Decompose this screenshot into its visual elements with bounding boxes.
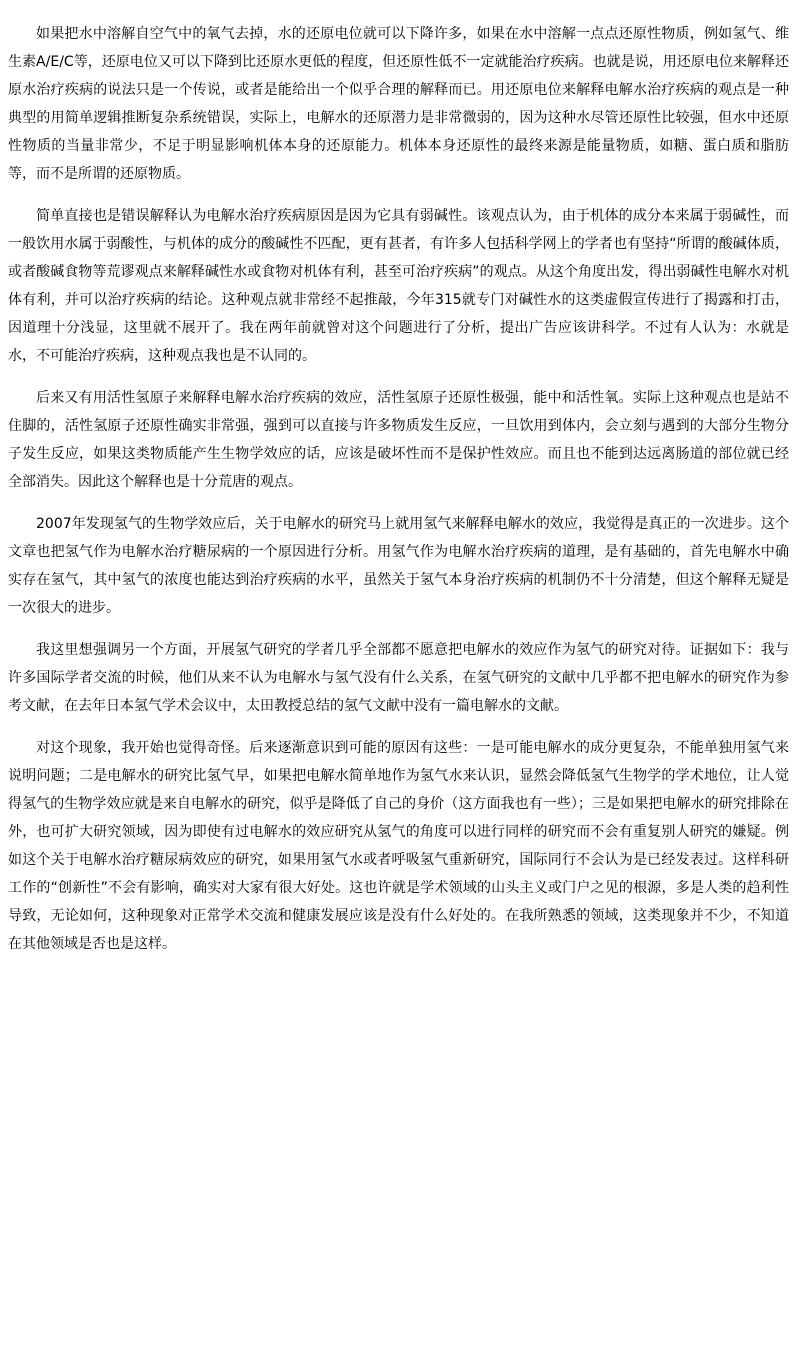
paragraph-2: 简单直接也是错误解释认为电解水治疗疾病原因是因为它具有弱碱性。该观点认为，由于机体的成分本来属于弱碱性，而一般饮用水属于弱酸性，与机体的成分的酸碱性不匹配，更有甚者，有许多人包括科学网上的学者也有坚持“所谓的酸碱体质，或者酸碱食物等荒谬观点来解释碱性水或食物对机体有利，甚至可治疗疾病”的观点。从这个角度出发，得出弱碱性电解水对机体有利，并可以治疗疾病的结论。这种观点就非常经不起推敲，今年315就专门对碱性水的这类虚假宣传进行了揭露和打击，因道理十分浅显，这里就不展开了。我在两年前就曾对这个问题进行了分析，提出广告应该讲科学。不过有人认为：水就是水，不可能治疗疾病，这种观点我也是不认同的。 bbox=[8, 208, 789, 364]
paragraph-1: 如果把水中溶解自空气中的氧气去掉，水的还原电位就可以下降许多，如果在水中溶解一点点还原性物质，例如氢气、维生素A/E/C等，还原电位又可以下降到比还原水更低的程度，但还原性低不一定就能治疗疾病。也就是说，用还原电位来解释还原水治疗疾病的说法只是一个传说，或者是能给出一个似乎合理的解释而已。用还原电位来解释电解水治疗疾病的观点是一种典型的用简单逻辑推断复杂系统错误，实际上，电解水的还原潜力是非常微弱的，因为这种水尽管还原性比较强，但水中还原性物质的当量非常少，不足于明显影响机体本身的还原能力。机体本身还原性的最终来源是能量物质，如糖、蛋白质和脂肪等，而不是所谓的还原物质。 bbox=[8, 26, 789, 182]
paragraph-5: 我这里想强调另一个方面，开展氢气研究的学者几乎全部都不愿意把电解水的效应作为氢气的研究对待。证据如下：我与许多国际学者交流的时候，他们从来不认为电解水与氢气没有什么关系，在氢气研究的文献中几乎都不把电解水的研究作为参考文献，在去年日本氢气学术会议中，太田教授总结的氢气文献中没有一篇电解水的文献。 bbox=[8, 642, 789, 714]
paragraph-6: 对这个现象，我开始也觉得奇怪。后来逐渐意识到可能的原因有这些：一是可能电解水的成分更复杂，不能单独用氢气来说明问题；二是电解水的研究比氢气早，如果把电解水简单地作为氢气水来认识，显然会降低氢气生物学的学术地位，让人觉得氢气的生物学效应就是来自电解水的研究，似乎是降低了自己的身价（这方面我也有一些）；三是如果把电解水的研究排除在外，也可扩大研究领域，因为即使有过电解水的效应研究从氢气的角度可以进行同样的研究而不会有重复别人研究的嫌疑。例如这个关于电解水治疗糖尿病效应的研究，如果用氢气水或者呼吸氢气重新研究，国际同行不会认为是已经发表过。这样科研工作的“创新性”不会有影响，确实对大家有很大好处。这也许就是学术领域的山头主义或门户之见的根源，多是人类的趋利性导致，无论如何，这种现象对正常学术交流和健康发展应该是没有什么好处的。在我所熟悉的领域，这类现象并不少，不知道在其他领域是否也是这样。 bbox=[8, 740, 789, 952]
paragraph-3: 后来又有用活性氢原子来解释电解水治疗疾病的效应，活性氢原子还原性极强，能中和活性氧。实际上这种观点也是站不住脚的，活性氢原子还原性确实非常强，强到可以直接与许多物质发生反应，一旦饮用到体内，会立刻与遇到的大部分生物分子发生反应，如果这类物质能产生生物学效应的话，应该是破坏性而不是保护性效应。而且也不能到达远离肠道的部位就已经全部消失。因此这个解释也是十分荒唐的观点。 bbox=[8, 390, 789, 490]
paragraph-4: 2007年发现氢气的生物学效应后，关于电解水的研究马上就用氢气来解释电解水的效应，我觉得是真正的一次进步。这个文章也把氢气作为电解水治疗糖尿病的一个原因进行分析。用氢气作为电解水治疗疾病的道理，是有基础的，首先电解水中确实存在氢气，其中氢气的浓度也能达到治疗疾病的水平，虽然关于氢气本身治疗疾病的机制仍不十分清楚，但这个解释无疑是一次很大的进步。 bbox=[8, 516, 789, 616]
